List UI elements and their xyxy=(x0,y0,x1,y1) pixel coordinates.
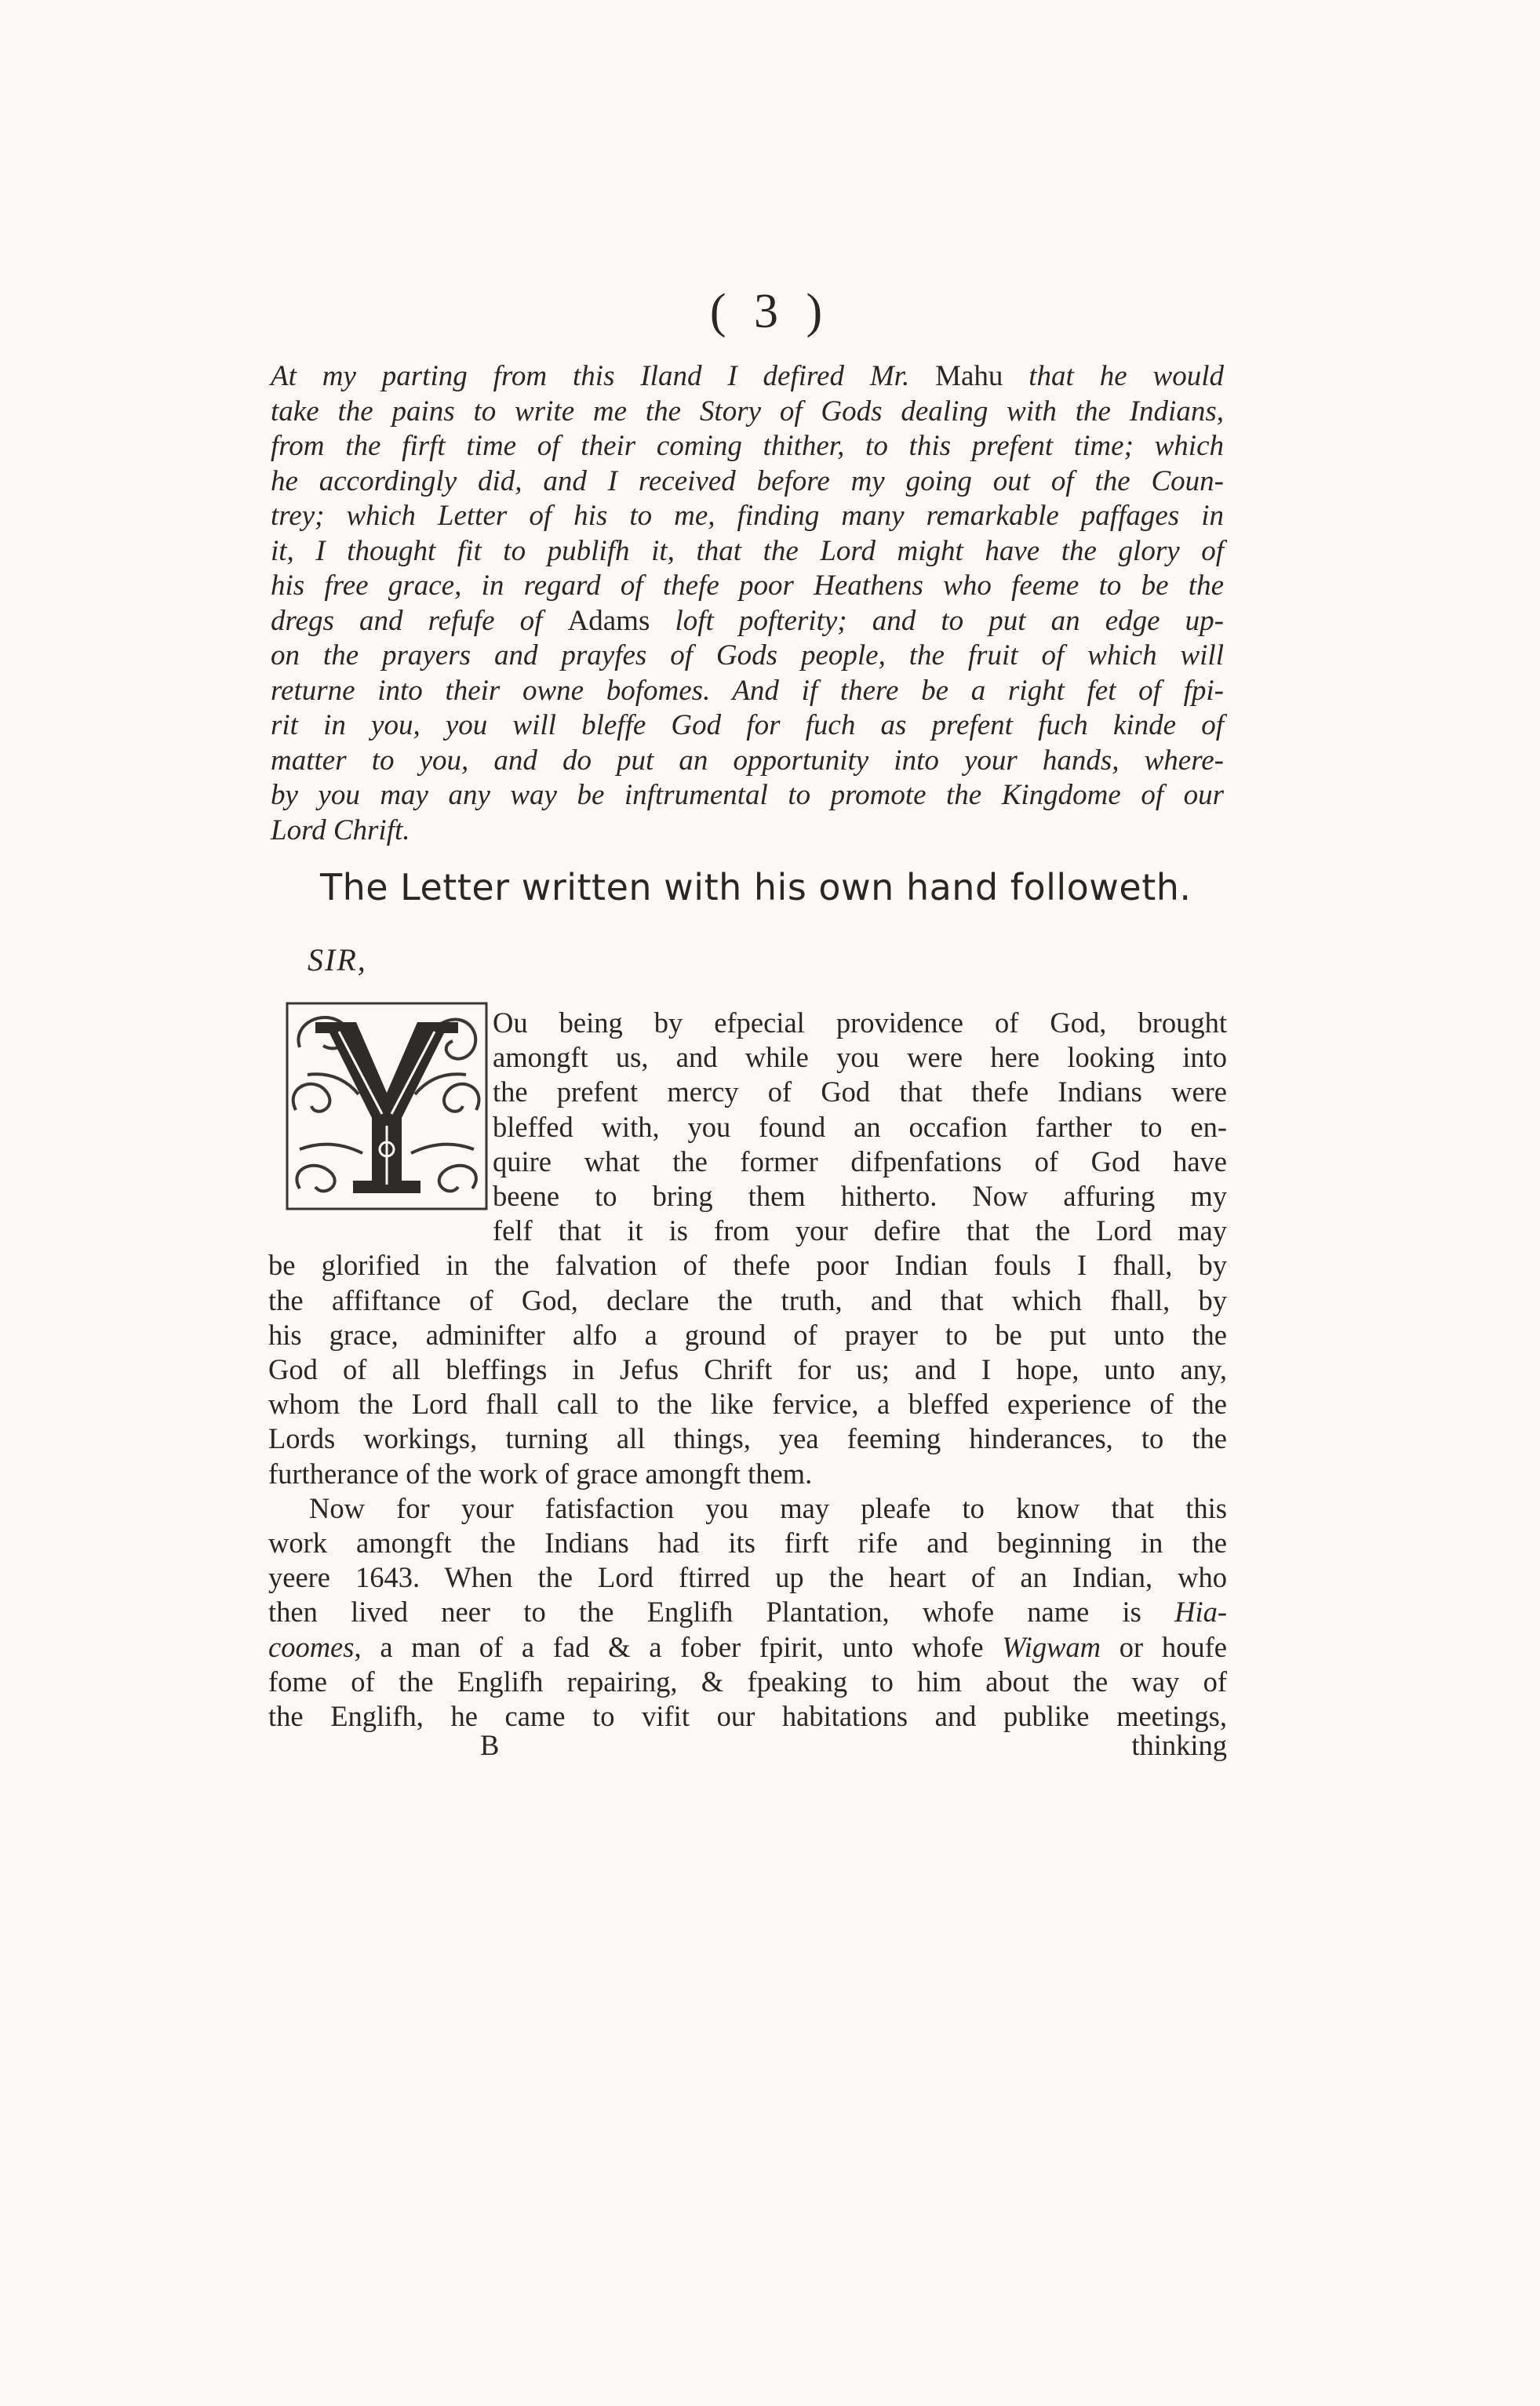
letter-line xyxy=(493,1214,1227,1248)
intro-line xyxy=(271,778,1224,814)
text-run: Lords workings, turning all things, yea feeming hinderances, to the xyxy=(268,1422,1227,1455)
text-run: fome of the Englifh repairing, & fpeaking to him about the way of xyxy=(268,1665,1227,1698)
letter-line xyxy=(268,1457,1227,1491)
text-run: At my parting from this Iland I defired Mr. xyxy=(271,360,936,392)
intro-line xyxy=(271,534,1224,570)
text-run: trey; which Letter of his to me, finding many remarkable paffages in xyxy=(271,500,1224,532)
text-run: take the pains to write me the Story of Gods dealing with the Indians, xyxy=(271,395,1224,428)
intro-line xyxy=(271,604,1224,639)
text-run: felf that it is from your defire that the Lord may xyxy=(493,1214,1227,1247)
intro-line xyxy=(271,499,1224,534)
letter-body xyxy=(268,1006,1227,1734)
letter-line xyxy=(268,1352,1227,1387)
text-run: loft pofterity; and to put an edge up- xyxy=(650,604,1224,637)
letter-line xyxy=(268,1491,1227,1526)
text-run: work amongft the Indians had its firft rife and beginning in the xyxy=(268,1527,1227,1560)
text-run: coomes xyxy=(268,1630,355,1663)
text-run: God of all bleffings in Jefus Chrift for us; and I hope, unto any, xyxy=(268,1353,1227,1386)
intro-line xyxy=(271,359,1224,395)
text-run: he accordingly did, and I received before my going out of the Coun- xyxy=(271,464,1224,497)
letter-line xyxy=(268,1595,1227,1629)
intro-line xyxy=(271,569,1224,604)
text-run: be glorified in the falvation of thefe poor Indian fouls I fhall, by xyxy=(268,1249,1227,1282)
text-run: furtherance of the work of grace amongft them. xyxy=(268,1457,813,1490)
text-run: beene to bring them hitherto. Now affuring my xyxy=(493,1180,1227,1213)
text-run: his free grace, in regard of thefe poor Heathens who feeme to be the xyxy=(271,570,1224,602)
text-run: Hia- xyxy=(1174,1596,1227,1629)
text-run: Mahu xyxy=(935,360,1003,392)
text-run: quire what the former difpenfations of God have xyxy=(493,1145,1227,1178)
letter-line xyxy=(268,1283,1227,1318)
intro-line xyxy=(271,429,1224,464)
text-run: Lord Chrift. xyxy=(271,814,410,846)
catchword: thinking xyxy=(1131,1729,1227,1761)
text-run: by you may any way be inftrumental to promote the Kingdome of our xyxy=(271,779,1224,811)
intro-line xyxy=(271,464,1224,500)
text-run: Ou being by efpecial providence of God, brought xyxy=(493,1006,1227,1039)
intro-line xyxy=(271,814,1224,849)
text-run: matter to you, and do put an opportunity into your hands, where- xyxy=(271,744,1224,777)
letter-line xyxy=(268,1526,1227,1560)
intro-line xyxy=(271,639,1224,674)
intro-line xyxy=(271,674,1224,709)
letter-lines xyxy=(268,1248,1227,1734)
letter-line xyxy=(268,1248,1227,1283)
text-run: dregs and refufe of xyxy=(271,604,568,637)
text-run: or houfe xyxy=(1101,1630,1227,1663)
letter-line xyxy=(268,1630,1227,1665)
text-run: Now for your fatisfaction you may pleafe to know that this xyxy=(309,1491,1227,1524)
letter-line xyxy=(268,1387,1227,1421)
text-run: bleffed with, you found an occafion farther to en- xyxy=(493,1110,1227,1143)
page-footer xyxy=(268,1728,1227,1767)
signature-mark: B xyxy=(480,1729,500,1761)
page-number: ( 3 ) xyxy=(709,285,831,338)
text-run: amongft us, and while you were here looking into xyxy=(493,1041,1227,1074)
intro-line xyxy=(271,708,1224,744)
salutation: SIR, xyxy=(308,942,367,977)
letter-heading: The Letter written with his own hand followeth. xyxy=(320,866,1192,908)
text-run: the Englifh, he came to vifit our habitations and publike meetings, xyxy=(268,1700,1227,1733)
text-run: it, I thought fit to publifh it, that the Lord might have the glory of xyxy=(271,534,1224,567)
intro-line xyxy=(271,395,1224,430)
letter-line xyxy=(268,1665,1227,1699)
letter-line xyxy=(268,1318,1227,1352)
letter-line xyxy=(493,1110,1227,1145)
text-run: that he would xyxy=(1003,360,1224,392)
letter-line xyxy=(493,1145,1227,1179)
letter-line xyxy=(493,1006,1227,1040)
text-run: rit in you, you will bleffe God for fuch as prefent fuch kinde of xyxy=(271,709,1224,741)
text-run: his grace, adminifter alfo a ground of prayer to be put unto the xyxy=(268,1318,1227,1351)
letter-line xyxy=(268,1421,1227,1456)
text-run: Adams xyxy=(567,604,650,637)
text-run: then lived neer to the Englifh Plantation, whofe name is xyxy=(268,1596,1175,1629)
letter-line xyxy=(493,1179,1227,1214)
text-run: yeere 1643. When the Lord ftirred up the heart of an Indian, who xyxy=(268,1561,1227,1594)
letter-line xyxy=(268,1560,1227,1595)
letter-opening-lines xyxy=(493,1006,1227,1248)
letter-line xyxy=(493,1040,1227,1075)
text-run: whom the Lord fhall call to the like fervice, a bleffed experience of the xyxy=(268,1388,1227,1421)
text-run: returne into their owne bofomes. And if there be a right fet of fpi- xyxy=(271,674,1224,707)
text-run: , a man of a fad & a fober fpirit, unto whofe xyxy=(354,1630,1003,1663)
intro-paragraph xyxy=(271,359,1224,848)
letter-line xyxy=(493,1075,1227,1109)
text-run: from the firft time of their coming thither, to this prefent time; which xyxy=(271,430,1224,462)
text-run: the affiftance of God, declare the truth, and that which fhall, by xyxy=(268,1283,1227,1316)
text-run: Wigwam xyxy=(1002,1630,1101,1663)
text-run: the prefent mercy of God that thefe Indians were xyxy=(493,1076,1227,1108)
intro-line xyxy=(271,744,1224,779)
text-run: on the prayers and prayfes of Gods people, the fruit of which will xyxy=(271,639,1224,672)
